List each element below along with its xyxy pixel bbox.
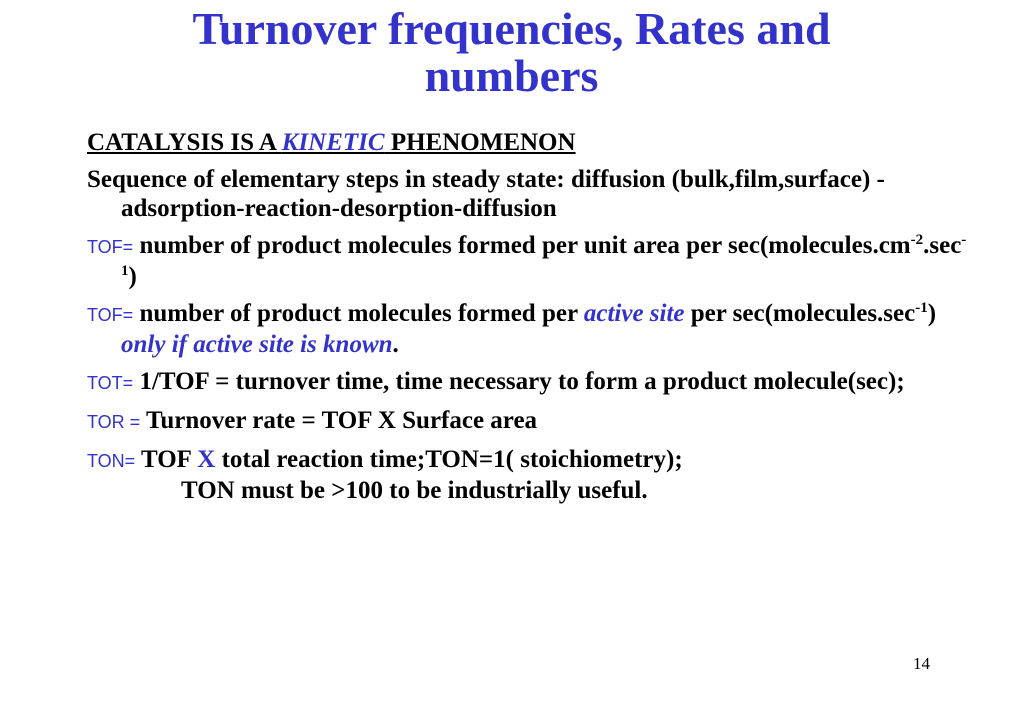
tof-site-text-3: ) — [927, 300, 937, 327]
tof-area-end: ) — [128, 263, 137, 290]
tor-definition — [87, 406, 967, 437]
tof-term-2: TOF= — [87, 305, 134, 325]
tof-site-sup: -1 — [915, 300, 928, 316]
sequence-paragraph: Sequence of elementary steps in steady state: diffusion (bulk,film,surface) - adsorption-reaction-desorption-diffusion — [87, 166, 885, 222]
ton-multiply-x: X — [197, 446, 216, 473]
ton-requirement: TON must be >100 to be industrially useful. — [181, 477, 648, 504]
ton-text-2: total reaction time;TON=1( stoichiometry); — [215, 446, 683, 473]
page-number: 14 — [913, 654, 930, 673]
tof-area-definition — [87, 231, 967, 291]
tor-text: Turnover rate = TOF X Surface area — [140, 407, 538, 434]
tof-site-text: number of product molecules formed per — [133, 300, 584, 327]
known-site-emphasis: only if active site is known — [121, 331, 393, 358]
tot-text: 1/TOF = turnover time, time necessary to form a product molecule(sec); — [133, 368, 905, 395]
tof-area-sup-2: -1 — [121, 232, 967, 279]
tof-site-text-2: per sec(molecules.sec — [684, 300, 916, 327]
slide-title-line-2: numbers — [424, 49, 599, 101]
tot-definition — [87, 367, 967, 398]
active-site-emphasis: active site — [583, 300, 685, 327]
ton-text-1: TOF — [135, 446, 198, 473]
tof-site-definition — [87, 299, 967, 359]
tof-site-end: . — [392, 331, 399, 358]
slide-body — [87, 128, 967, 505]
catalysis-heading — [87, 128, 967, 157]
ton-term: TON= — [87, 451, 136, 471]
slide-title-line-1: Turnover frequencies, Rates and — [192, 3, 831, 54]
tof-area-mid: .sec — [923, 232, 962, 259]
tor-term: TOR = — [87, 412, 141, 432]
ton-definition — [87, 445, 967, 476]
heading-emphasis-kinetic: KINETIC — [281, 129, 385, 156]
tof-area-text: number of product molecules formed per unit area per sec(molecules.cm — [133, 232, 911, 259]
heading-part-2: PHENOMENON — [384, 129, 576, 156]
tof-term-1: TOF= — [87, 237, 134, 257]
tof-area-sup-1: -2 — [910, 232, 924, 248]
slide-title — [0, 3, 1023, 101]
heading-part-1: CATALYSIS IS A — [87, 129, 282, 156]
tot-term: TOT= — [87, 373, 134, 393]
